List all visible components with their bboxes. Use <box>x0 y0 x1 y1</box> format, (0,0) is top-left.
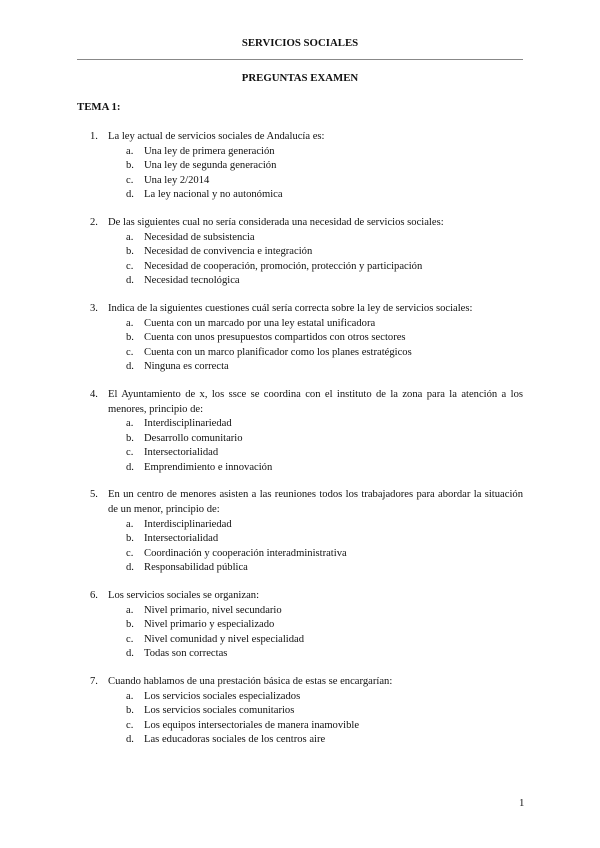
option-text: Intersectorialidad <box>144 447 219 459</box>
option-letter: c. <box>126 719 134 731</box>
option-text: Desarrollo comunitario <box>144 432 243 444</box>
option-b <box>77 618 523 633</box>
question-number: 5. <box>90 489 98 501</box>
question-number: 4. <box>90 388 98 400</box>
option-text: Los servicios sociales especializados <box>144 690 301 702</box>
question-number: 1. <box>90 131 98 142</box>
option-letter: b. <box>126 619 134 631</box>
option-d <box>77 561 523 576</box>
option-letter: c. <box>126 346 134 358</box>
option-c <box>77 346 523 361</box>
question-list <box>77 130 523 761</box>
option-text: Una ley de primera generación <box>144 145 275 157</box>
option-text: Los equipos intersectoriales de manera inamovible <box>144 719 360 731</box>
option-letter: a. <box>126 604 134 616</box>
option-letter: b. <box>126 432 134 444</box>
option-a <box>77 518 523 533</box>
option-a <box>77 417 523 432</box>
question-text: En un centro de menores asisten a las reuniones todos los trabajadores para abordar la situación de un menor, principio de: <box>108 489 523 516</box>
option-b <box>77 331 523 346</box>
option-letter: d. <box>126 562 134 574</box>
question-number: 7. <box>90 676 98 687</box>
header-rule <box>77 59 523 60</box>
option-text: Responsabilidad pública <box>144 562 248 574</box>
option-b <box>77 532 523 547</box>
option-letter: d. <box>126 461 134 473</box>
section-heading: TEMA 1: <box>77 101 121 113</box>
option-text: Nivel primario, nivel secundario <box>144 604 282 616</box>
option-letter: a. <box>126 418 134 430</box>
option-text: Una ley de segunda generación <box>144 160 277 172</box>
option-c <box>77 633 523 648</box>
option-text: Ninguna es correcta <box>144 361 229 373</box>
option-text: La ley nacional y no autonómica <box>144 189 283 201</box>
option-c <box>77 260 523 275</box>
option-text: Una ley 2/2014 <box>144 174 210 186</box>
option-d <box>77 733 523 748</box>
option-d <box>77 188 523 203</box>
question-5 <box>77 488 523 576</box>
page-number: 1 <box>519 797 525 809</box>
option-letter: a. <box>126 145 134 157</box>
option-a <box>77 145 523 160</box>
option-text: Interdisciplinariedad <box>144 418 232 430</box>
option-text: Necesidad tecnológica <box>144 275 240 287</box>
document-subtitle: PREGUNTAS EXAMEN <box>241 72 359 84</box>
option-letter: c. <box>126 260 134 272</box>
option-letter: c. <box>126 174 134 186</box>
option-letter: b. <box>126 160 134 172</box>
option-text: Cuenta con un marco planificador como los planes estratégicos <box>144 346 412 358</box>
option-letter: d. <box>126 361 134 373</box>
option-d <box>77 274 523 289</box>
option-letter: d. <box>126 189 134 201</box>
option-letter: d. <box>126 648 134 660</box>
option-letter: b. <box>126 246 134 258</box>
option-c <box>77 547 523 562</box>
option-a <box>77 317 523 332</box>
option-letter: a. <box>126 317 134 329</box>
option-text: Emprendimiento e innovación <box>144 461 273 473</box>
option-letter: b. <box>126 705 134 717</box>
option-letter: a. <box>126 518 134 530</box>
option-c <box>77 719 523 734</box>
option-d <box>77 461 523 476</box>
option-text: Nivel comunidad y nivel especialidad <box>144 633 305 645</box>
option-letter: c. <box>126 633 134 645</box>
question-text: De las siguientes cual no sería considerada una necesidad de servicios sociales: <box>108 216 444 228</box>
option-text: Todas son correctas <box>144 648 228 660</box>
option-letter: c. <box>126 447 134 459</box>
question-7 <box>77 675 523 748</box>
question-text: Cuando hablamos de una prestación básica de estas se encargarían: <box>108 676 393 687</box>
option-d <box>77 647 523 662</box>
option-d <box>77 360 523 375</box>
option-text: Interdisciplinariedad <box>144 518 232 530</box>
question-number: 3. <box>90 302 98 314</box>
option-a <box>77 604 523 619</box>
question-number: 6. <box>90 590 98 602</box>
option-c <box>77 174 523 189</box>
question-text: La ley actual de servicios sociales de Andalucía es: <box>108 131 325 142</box>
option-a <box>77 231 523 246</box>
option-b <box>77 245 523 260</box>
option-text: Las educadoras sociales de los centros aire <box>144 734 326 746</box>
document-header: SERVICIOS SOCIALES <box>241 37 359 49</box>
option-text: Necesidad de cooperación, promoción, protección y participación <box>144 260 423 272</box>
option-text: Cuenta con unos presupuestos compartidos con otros sectores <box>144 332 406 344</box>
option-b <box>77 159 523 174</box>
question-text: Indica de la siguientes cuestiones cuál sería correcta sobre la ley de servicios sociales: <box>108 302 473 314</box>
question-3 <box>77 302 523 375</box>
question-text: Los servicios sociales se organizan: <box>108 590 260 602</box>
option-letter: d. <box>126 275 134 287</box>
option-text: Necesidad de convivencia e integración <box>144 246 313 258</box>
option-text: Intersectorialidad <box>144 533 219 545</box>
option-b <box>77 432 523 447</box>
option-a <box>77 690 523 705</box>
option-text: Los servicios sociales comunitarios <box>144 705 295 717</box>
option-text: Cuenta con un marcado por una ley estatal unificadora <box>144 317 376 329</box>
option-letter: a. <box>126 690 134 702</box>
question-text: El Ayuntamiento de x, los ssce se coordina con el instituto de la zona para la atención a los menores, principio de: <box>108 388 523 415</box>
option-text: Nivel primario y especializado <box>144 619 275 631</box>
option-text: Necesidad de subsistencia <box>144 231 255 243</box>
question-4 <box>77 388 523 476</box>
option-b <box>77 704 523 719</box>
option-c <box>77 446 523 461</box>
question-number: 2. <box>90 216 98 228</box>
option-letter: c. <box>126 547 134 559</box>
option-letter: b. <box>126 533 134 545</box>
question-1 <box>77 130 523 203</box>
option-letter: b. <box>126 332 134 344</box>
question-6 <box>77 589 523 662</box>
option-letter: d. <box>126 734 134 746</box>
option-text: Coordinación y cooperación interadministrativa <box>144 547 347 559</box>
option-letter: a. <box>126 231 134 243</box>
question-2 <box>77 216 523 289</box>
